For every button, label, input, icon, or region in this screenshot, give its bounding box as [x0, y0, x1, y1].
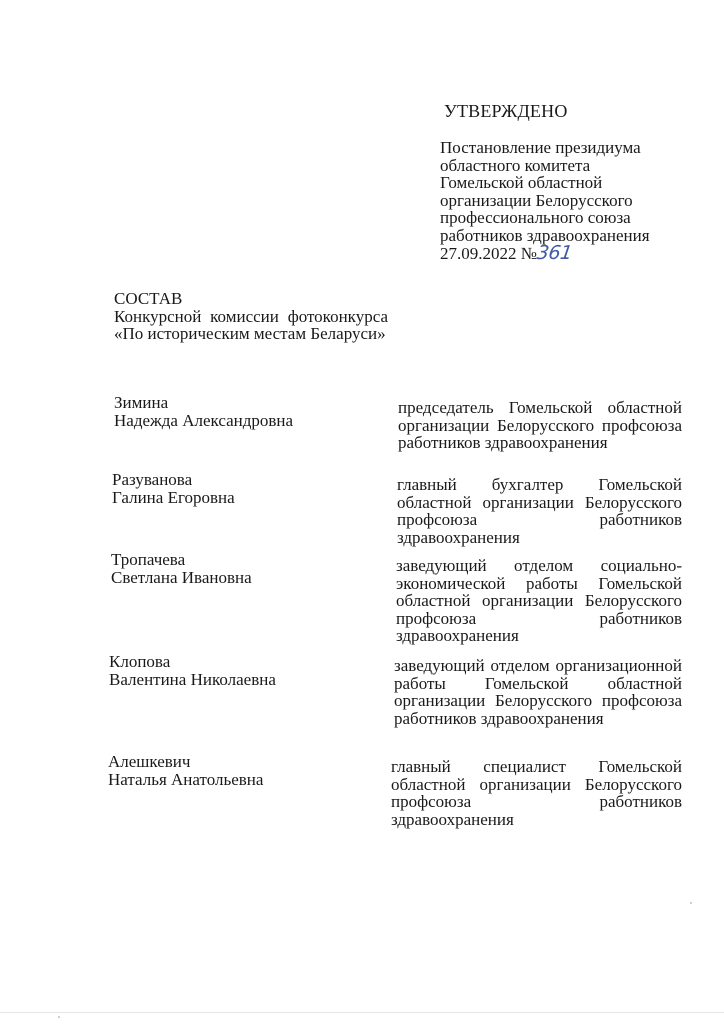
member-given-names: Наталья Анатольевна [108, 770, 264, 789]
composition-heading: СОСТАВ [114, 289, 183, 308]
member-surname: Клопова [109, 652, 171, 671]
member-name [109, 653, 369, 689]
member-given-names: Светлана Ивановна [111, 568, 252, 587]
approval-date-line [440, 244, 690, 263]
handwritten-resolution-number: 361 [535, 242, 574, 264]
approval-line: профессионального союза [440, 208, 631, 227]
composition-block [114, 290, 388, 343]
scan-speck [690, 902, 692, 904]
member-surname: Зимина [114, 393, 169, 412]
approval-line: областного комитета [440, 155, 591, 175]
approval-date: 27.09.2022 № [440, 244, 537, 263]
member-position: заведующий отделом организационной работы Гомельской областной организации Белорусского профсоюза работников здравоохранения [394, 656, 682, 728]
approval-resolution [440, 139, 690, 263]
member-surname: Разуванова [112, 470, 193, 489]
member-name [108, 753, 368, 789]
member-name [112, 471, 372, 507]
approval-line: Постановление президиума [440, 138, 641, 157]
member-given-names: Галина Егоровна [112, 488, 235, 507]
scan-speck [58, 1016, 60, 1018]
approved-title: УТВЕРЖДЕНО [444, 101, 568, 121]
member-given-names: Надежда Александровна [114, 411, 294, 430]
approval-line: работников здравоохранения [440, 225, 650, 245]
member-surname: Алешкевич [108, 752, 191, 771]
approval-line: организации Белорусского [440, 190, 633, 210]
member-given-names: Валентина Николаевна [109, 670, 276, 689]
member-position: главный специалист Гомельской областной организации Белорусского профсоюза работников здравоохранения [391, 757, 682, 829]
approval-block [440, 100, 690, 263]
member-position: председатель Гомельской областной организации Белорусского профсоюза работников здравоохранения [398, 398, 682, 452]
composition-description: Конкурсной комиссии фотоконкурса «По историческим местам Беларуси» [114, 306, 388, 343]
member-position: главный бухгалтер Гомельской областной организации Белорусского профсоюза работников здравоохранения [397, 475, 682, 547]
member-name [111, 551, 371, 587]
member-name [114, 394, 374, 430]
member-position: заведующий отделом социально-экономической работы Гомельской областной организации Белорусского профсоюза работников здравоохранения [396, 556, 682, 645]
approval-line: Гомельской областной [440, 173, 603, 192]
member-surname: Тропачева [111, 550, 186, 569]
scan-edge-line [0, 1012, 724, 1013]
